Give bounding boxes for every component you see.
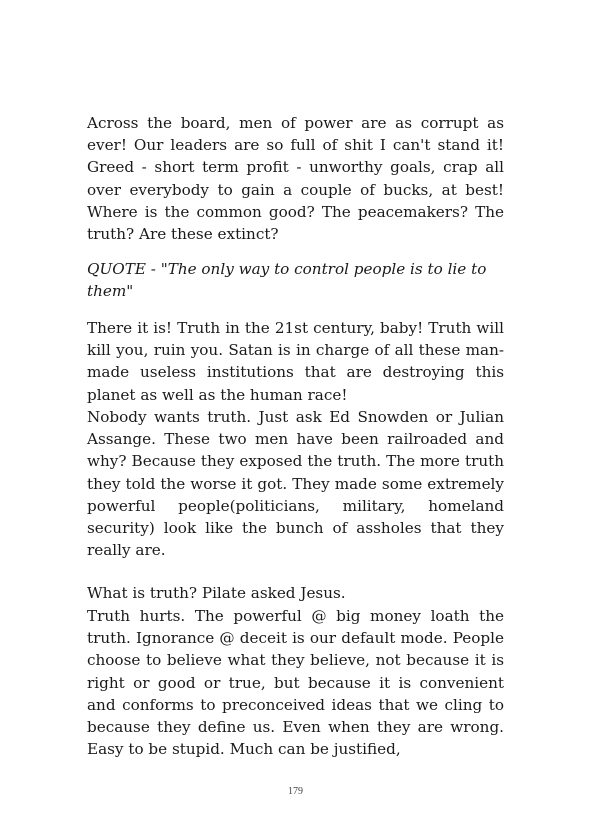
page-number: 179: [288, 786, 303, 797]
paragraph-truth-hurts: Truth hurts. The powerful @ big money loath the truth. Ignorance @ deceit is our default mode. People choose to believe what they believe, not because it is right or good or true, but because it is convenient and conforms to preconceived ideas that we cling to because they define us. Even when they are wrong. Easy to be stupid. Much can be justified,: [87, 607, 504, 759]
paragraph-nobody-wants-truth: Nobody wants truth. Just ask Ed Snowden or Julian Assange. These two men have been railroaded and why? Because they exposed the truth. The more truth they told the worse it got. They made some extremely powerful people(politicians, military, homeland security) look like the bunch of assholes that they really are.: [87, 408, 504, 560]
paragraph-corrupt-leaders: Across the board, men of power are as corrupt as ever! Our leaders are so full of shit I can't stand it! Greed - short term profit - unworthy goals, crap all over everybody to gain a couple of bucks, at best! Where is the common good? The peacemakers? The truth? Are these extinct?: [87, 114, 504, 244]
paragraph-truth-21st-century: There it is! Truth in the 21st century, baby! Truth will kill you, ruin you. Satan is in charge of all these man-made useless institutions that are destroying this planet as well as the human race!: [87, 319, 504, 404]
paragraph-pilate-question: What is truth? Pilate asked Jesus.: [87, 584, 346, 602]
quote-paragraph: QUOTE - "The only way to control people is to lie to them": [87, 260, 487, 301]
